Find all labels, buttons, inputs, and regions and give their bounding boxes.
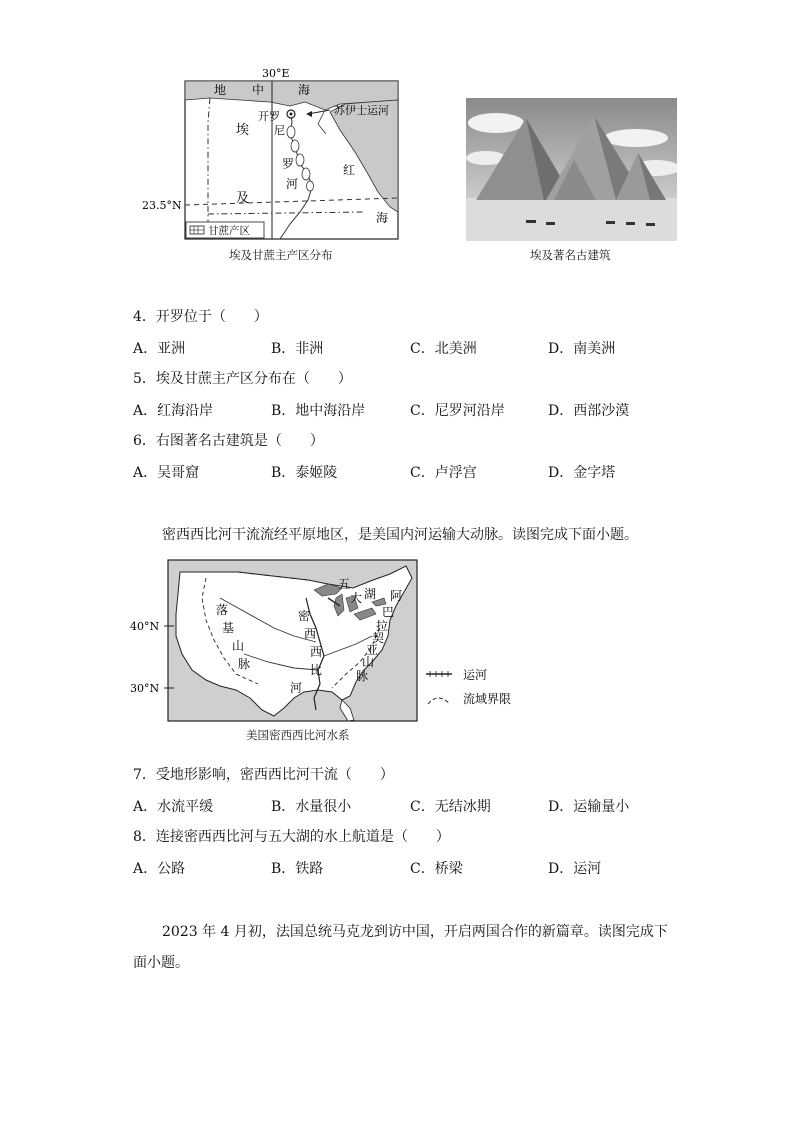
q8-option-c: C．桥梁	[410, 861, 463, 877]
label-zhong: 中	[252, 83, 265, 97]
legend-canal: 运河	[463, 668, 488, 682]
question-8-stem: 8．连接密西西比河与五大湖的水上航道是（ ）	[133, 829, 450, 845]
q5-option-d: D．西部沙漠	[548, 403, 630, 419]
mississippi-5: 河	[290, 681, 303, 695]
rocky-1: 落	[216, 603, 229, 617]
appalachian-6: 山	[362, 655, 375, 669]
q6-option-c: C．卢浮宫	[410, 465, 477, 481]
question-7-stem: 7．受地形影响，密西西比河干流（ ）	[133, 767, 394, 783]
q8-option-d: D．运河	[548, 861, 602, 877]
q8-option-b: B．铁路	[271, 861, 324, 877]
mississippi-2: 西	[304, 627, 317, 641]
q4-option-d: D．南美洲	[548, 341, 616, 357]
rocky-4: 脉	[238, 657, 251, 671]
question-6-stem: 6．右图著名古建筑是（ ）	[133, 433, 324, 449]
question-5-stem: 5．埃及甘蔗主产区分布在（ ）	[133, 371, 352, 387]
appalachian-2: 巴	[382, 605, 395, 619]
question-4-stem: 4．开罗位于（ ）	[133, 309, 268, 325]
pyramid-caption: 埃及著名古建筑	[530, 248, 611, 262]
passage-macron-line2: 面小题。	[133, 955, 189, 971]
egypt-map-caption: 埃及甘蔗主产区分布	[229, 248, 333, 262]
lat-label: 23.5°N	[142, 199, 182, 212]
q4-option-a: A．亚洲	[133, 341, 186, 357]
appalachian-3: 拉	[376, 619, 389, 633]
q7-option-d: D．运输量小	[548, 799, 630, 815]
label-di: 地	[214, 83, 227, 97]
mississippi-3: 西	[310, 645, 323, 659]
label-hai: 海	[298, 83, 311, 97]
passage-mississippi: 密西西比河干流流经平原地区，是美国内河运输大动脉。读图完成下面小题。	[162, 527, 638, 543]
label-hai2: 海	[376, 211, 389, 225]
mississippi-1: 密	[298, 609, 311, 623]
mississippi-4: 比	[310, 663, 323, 677]
q6-option-a: A．吴哥窟	[133, 465, 200, 481]
q8-option-a: A．公路	[133, 861, 186, 877]
label-ji: 及	[236, 191, 250, 206]
label-he: 河	[286, 177, 299, 191]
q5-option-c: C．尼罗河沿岸	[410, 403, 505, 419]
q7-option-a: A．水流平缓	[133, 799, 214, 815]
appalachian-5: 亚	[366, 643, 379, 657]
q5-option-a: A．红海沿岸	[133, 403, 214, 419]
legend-basin: 流域界限	[463, 692, 512, 706]
lat40-label: 40°N	[130, 620, 160, 633]
lat30-label: 30°N	[130, 682, 160, 695]
rocky-3: 山	[232, 639, 245, 653]
great-lakes-2: 大	[350, 591, 363, 605]
great-lakes-3: 湖	[364, 587, 377, 601]
rocky-2: 基	[222, 621, 235, 635]
appalachian-4: 契	[372, 631, 385, 645]
q5-option-b: B．地中海沿岸	[271, 403, 366, 419]
q4-option-c: C．北美洲	[410, 341, 477, 357]
label-suez: 苏伊士运河	[334, 104, 389, 117]
lon-label: 30°E	[262, 67, 290, 80]
great-lakes-1: 五	[338, 577, 351, 591]
label-luo: 罗	[282, 157, 295, 171]
usa-mississippi-map	[128, 558, 528, 726]
q6-option-d: D．金字塔	[548, 465, 616, 481]
pyramid-photo	[466, 98, 677, 241]
q4-option-b: B．非洲	[271, 341, 324, 357]
egypt-sugarcane-map	[140, 62, 410, 247]
label-ni: 尼	[274, 124, 285, 137]
q6-option-b: B．泰姬陵	[271, 465, 338, 481]
passage-macron-line1: 2023 年 4 月初，法国总统马克龙到访中国，开启两国合作的新篇章。读图完成下	[162, 924, 668, 940]
usa-map-caption: 美国密西西比河水系	[246, 728, 350, 742]
label-ai: 埃	[236, 123, 250, 138]
q7-option-c: C．无结冰期	[410, 799, 491, 815]
q7-option-b: B．水量很小	[271, 799, 352, 815]
appalachian-1: 阿	[390, 589, 403, 603]
legend-sugarcane: 甘蔗产区	[208, 225, 250, 237]
label-hong: 红	[343, 163, 356, 177]
appalachian-7: 脉	[356, 669, 369, 683]
label-cairo: 开罗	[258, 110, 280, 123]
